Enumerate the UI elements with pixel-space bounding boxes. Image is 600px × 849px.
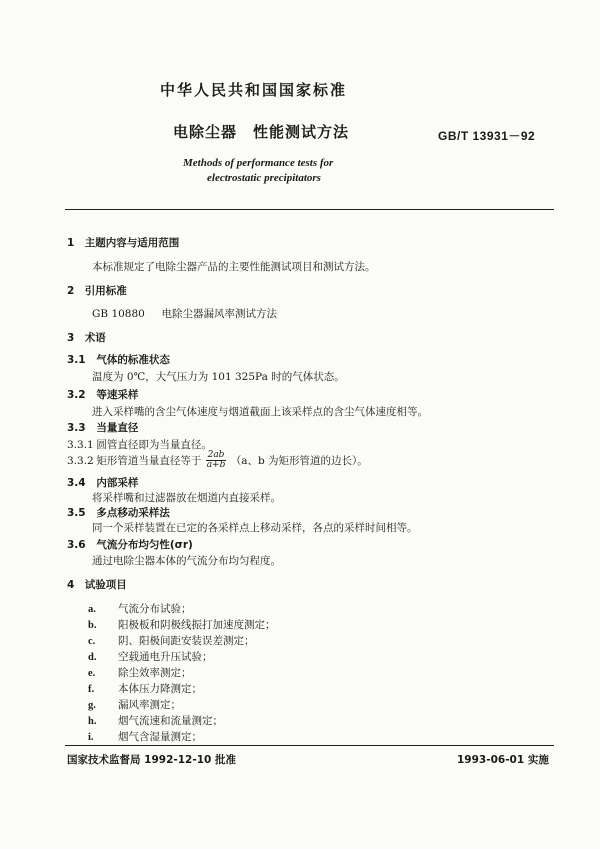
section-1-text: 本标准规定了电除尘器产品的主要性能测试项目和测试方法。 <box>92 261 376 273</box>
section-4-heading: 4 试验项目 <box>67 579 127 591</box>
section-2-heading: 2 引用标准 <box>67 285 127 297</box>
test-item-f: f. 本体压力降测定； <box>88 683 202 695</box>
test-item-a: a. 气流分布试验； <box>88 603 192 615</box>
term-3-5: 3.5 多点移动采样法 <box>67 507 170 519</box>
section-3-heading: 3 术语 <box>67 332 106 344</box>
title-english-line1: Methods of performance tests for <box>183 157 334 169</box>
reference-code: GB 10880 <box>92 308 145 320</box>
term-3-6: 3.6 气流分布均匀性(σr) <box>67 539 193 551</box>
test-item-d: d. 空载通电升压试验； <box>88 651 213 663</box>
test-item-e: e. 除尘效率测定； <box>88 667 192 679</box>
term-3-4-definition: 将采样嘴和过滤器放在烟道内直接采样。 <box>92 492 281 504</box>
term-3-3-2: 3.3.2 矩形管道当量直径等于 $\frac{2ab}{a+b}$ （a、b 为矩形管道的边长）。 <box>67 450 368 470</box>
term-3-1: 3.1 气体的标准状态 <box>67 354 170 366</box>
term-3-2: 3.2 等速采样 <box>67 389 139 401</box>
term-3-3-1: 3.3.1 圆管直径即为当量直径。 <box>67 439 212 451</box>
term-3-2-definition: 进入采样嘴的含尘气体速度与烟道截面上该采样点的含尘气体速度相等。 <box>92 406 428 418</box>
national-standard-heading: 中华人民共和国国家标准 <box>160 81 348 99</box>
term-3-4: 3.4 内部采样 <box>67 477 139 489</box>
approval-line: 国家技术监督局 1992-12-10 批准 <box>67 754 236 766</box>
term-3-6-definition: 通过电除尘器本体的气流分布均匀程度。 <box>92 555 281 567</box>
test-item-g: g. 漏风率测定； <box>88 699 181 711</box>
test-item-b: b. 阳极板和阴极线振打加速度测定； <box>88 619 276 631</box>
header-divider <box>65 209 554 210</box>
reference-standard <box>92 306 277 321</box>
document-title: 电除尘器 性能测试方法 <box>173 123 350 141</box>
term-3-1-definition: 温度为 0℃，大气压力为 101 325Pa 时的气体状态。 <box>92 371 345 383</box>
title-english-line2: electrostatic precipitators <box>207 172 321 184</box>
standard-code: GB/T 13931－92 <box>438 129 536 143</box>
test-item-c: c. 阴、阳极间距安装误差测定； <box>88 635 255 647</box>
implementation-date: 1993-06-01 实施 <box>457 754 549 766</box>
footer-divider <box>65 745 554 746</box>
test-item-i: i. 烟气含湿量测定； <box>88 731 202 743</box>
term-3-3: 3.3 当量直径 <box>67 422 139 434</box>
section-1-heading: 1 主题内容与适用范围 <box>67 237 180 249</box>
equivalent-diameter-fraction: $\frac{2ab}{a+b}$ <box>206 450 226 470</box>
term-3-5-definition: 同一个采样装置在已定的各采样点上移动采样，各点的采样时间相等。 <box>92 522 418 534</box>
reference-title: 电除尘器漏风率测试方法 <box>161 308 278 320</box>
test-item-h: h. 烟气流速和流量测定； <box>88 715 223 727</box>
